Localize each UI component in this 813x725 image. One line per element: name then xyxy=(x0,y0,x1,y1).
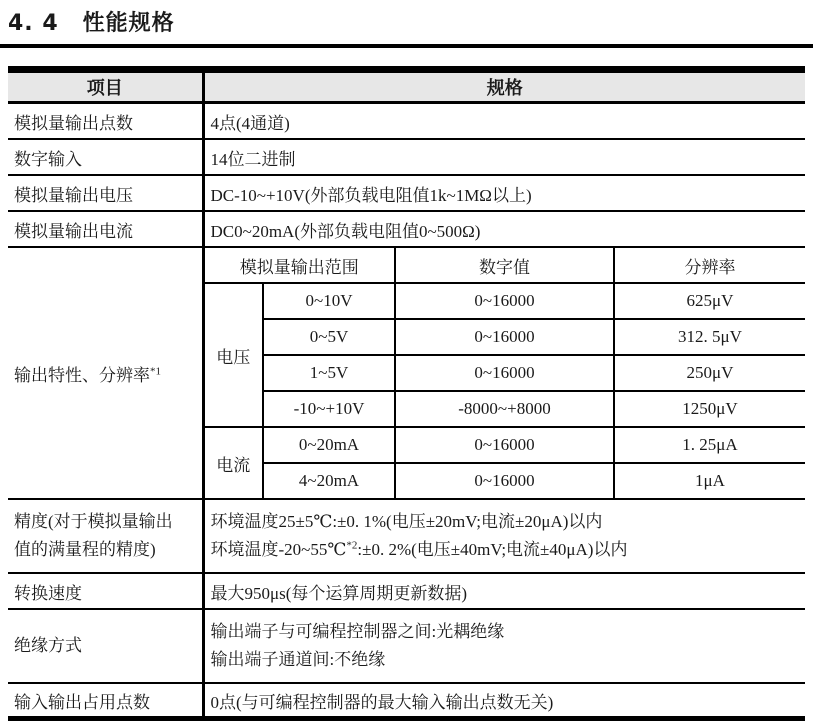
range-value: 4~20mA xyxy=(263,463,395,499)
spec-value: DC-10~+10V(外部负载电阻值1k~1MΩ以上) xyxy=(203,175,805,211)
table-header-row xyxy=(8,73,805,103)
digital-value: 0~16000 xyxy=(395,283,614,319)
range-value: 0~10V xyxy=(263,283,395,319)
spec-value: 0点(与可编程控制器的最大输入输出点数无关) xyxy=(203,683,805,716)
row-io-occupied-points xyxy=(8,683,805,716)
footnote-marker-2: *2 xyxy=(346,539,358,552)
row-analog-output-voltage xyxy=(8,175,805,211)
row-characteristics-subheader xyxy=(8,247,805,283)
title-divider xyxy=(0,44,813,48)
item-label: 数字输入 xyxy=(8,139,203,175)
insulation-line1: 输出端子与可编程控制器之间:光耦绝缘 xyxy=(210,622,505,642)
performance-spec-table xyxy=(8,73,805,716)
spec-value: DC0~20mA(外部负载电阻值0~500Ω) xyxy=(203,211,805,247)
section-heading: 性能规格 xyxy=(82,11,175,36)
row-accuracy xyxy=(8,499,805,573)
digital-value: 0~16000 xyxy=(395,427,614,463)
spec-value: 14位二进制 xyxy=(203,139,805,175)
item-accuracy xyxy=(8,499,203,573)
spec-value: 4点(4通道) xyxy=(203,103,805,140)
row-conversion-speed xyxy=(8,573,805,609)
resolution-value: 1. 25μA xyxy=(614,427,805,463)
spec-value: 最大950μs(每个运算周期更新数据) xyxy=(203,573,805,609)
row-analog-output-current xyxy=(8,211,805,247)
row-insulation xyxy=(8,609,805,683)
item-output-characteristics xyxy=(8,247,203,499)
section-number: 4. 4 xyxy=(8,11,59,36)
accuracy-line2-prefix: 环境温度-20~55℃ xyxy=(210,540,347,559)
spec-table-frame xyxy=(8,66,805,721)
item-label-line2: 值的满量程的精度) xyxy=(14,540,156,559)
spec-insulation xyxy=(203,609,805,683)
digital-value: -8000~+8000 xyxy=(395,391,614,427)
accuracy-line2 xyxy=(211,536,800,564)
resolution-value: 250μV xyxy=(614,355,805,391)
spec-accuracy xyxy=(203,499,805,573)
item-label: 转换速度 xyxy=(8,573,203,609)
range-value: -10~+10V xyxy=(263,391,395,427)
item-label: 模拟量输出电流 xyxy=(8,211,203,247)
insulation-line2: 输出端子通道间:不绝缘 xyxy=(210,650,386,669)
subheader-resolution: 分辨率 xyxy=(614,247,805,283)
header-spec: 规格 xyxy=(203,73,805,103)
digital-value: 0~16000 xyxy=(395,319,614,355)
digital-value: 0~16000 xyxy=(395,355,614,391)
header-item: 项目 xyxy=(8,73,203,103)
current-group-label: 电流 xyxy=(203,427,263,499)
voltage-group-label: 电压 xyxy=(203,283,263,427)
item-label-line1: 精度(对于模拟量输出 xyxy=(14,512,173,532)
subheader-range: 模拟量输出范围 xyxy=(203,247,395,283)
accuracy-line2-suffix: :±0. 2%(电压±40mV;电流±40μA)以内 xyxy=(357,540,628,559)
item-label: 输出特性、分辨率 xyxy=(14,365,150,385)
item-label: 绝缘方式 xyxy=(8,609,203,683)
row-digital-input xyxy=(8,139,805,175)
footnote-marker-1: *1 xyxy=(150,364,161,377)
range-value: 0~5V xyxy=(263,319,395,355)
item-label: 模拟量输出电压 xyxy=(8,175,203,211)
digital-value: 0~16000 xyxy=(395,463,614,499)
resolution-value: 1μA xyxy=(614,463,805,499)
subheader-digital: 数字值 xyxy=(395,247,614,283)
item-label: 模拟量输出点数 xyxy=(8,103,203,140)
section-title xyxy=(8,6,813,37)
accuracy-line1: 环境温度25±5℃:±0. 1%(电压±20mV;电流±20μA)以内 xyxy=(210,512,603,532)
item-label: 输入输出占用点数 xyxy=(14,692,150,712)
resolution-value: 625μV xyxy=(614,283,805,319)
range-value: 0~20mA xyxy=(263,427,395,463)
range-value: 1~5V xyxy=(263,355,395,391)
row-analog-output-points xyxy=(8,103,805,140)
resolution-value: 312. 5μV xyxy=(614,319,805,355)
resolution-value: 1250μV xyxy=(614,391,805,427)
